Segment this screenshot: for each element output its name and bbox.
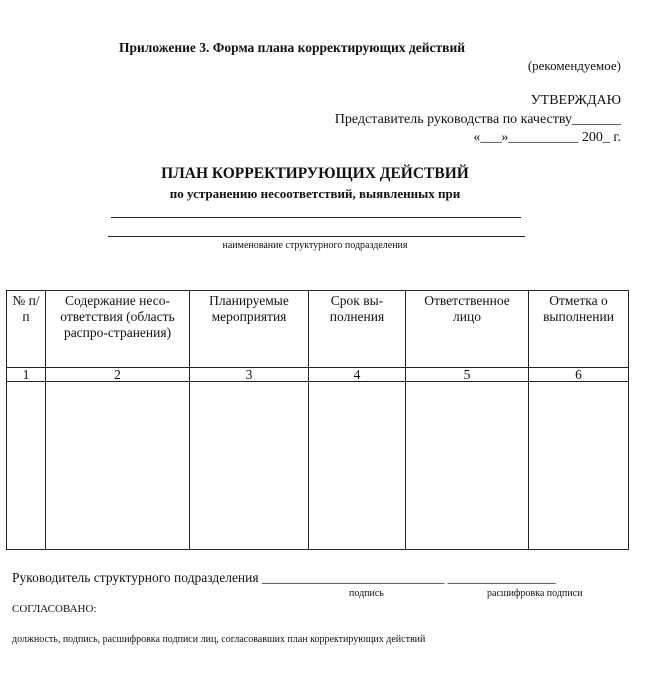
empty-cell <box>529 382 629 550</box>
column-number: 6 <box>529 368 629 382</box>
agreed-label: СОГЛАСОВАНО: <box>12 603 97 615</box>
approve-heading: УТВЕРЖДАЮ <box>530 93 621 108</box>
column-number: 3 <box>190 368 309 382</box>
header-cell-nonconformity: Содержание несо-ответствия (область распро-странения) <box>46 291 190 368</box>
plan-subtitle: по устранению несоответствий, выявленных при <box>169 186 461 201</box>
unit-name-caption: наименование структурного подразделения <box>222 240 408 251</box>
header-cell-responsible: Ответственное лицо <box>406 291 529 368</box>
header-cell-deadline: Срок вы-полнения <box>309 291 406 368</box>
plan-title: ПЛАН КОРРЕКТИРУЮЩИХ ДЕЙСТВИЙ <box>161 165 469 182</box>
header-cell-planned-actions: Планируемые мероприятия <box>190 291 309 368</box>
representative-line: Представитель руководства по качеству_______ <box>334 112 621 127</box>
signature-caption: подпись <box>349 588 384 599</box>
corrective-actions-table <box>6 290 629 550</box>
recommended-note: (рекомендуемое) <box>527 58 621 73</box>
empty-cell <box>190 382 309 550</box>
table-header-row <box>7 291 629 368</box>
appendix-title: Приложение 3. Форма плана корректирующих действий <box>119 40 465 55</box>
approval-date-line: «___»__________ 200_ г. <box>473 130 621 145</box>
table-number-row <box>7 368 629 382</box>
column-number: 2 <box>46 368 190 382</box>
empty-cell <box>46 382 190 550</box>
column-number: 4 <box>309 368 406 382</box>
audit-name-line <box>111 217 521 218</box>
header-cell-completion-mark: Отметка о выполнении <box>529 291 629 368</box>
empty-cell <box>7 382 46 550</box>
agreed-note: должность, подпись, расшифровка подписи лиц, согласовавших план корректирующих действий <box>12 634 426 645</box>
header-cell-number: № п/п <box>7 291 46 368</box>
unit-name-line <box>108 236 525 237</box>
column-number: 1 <box>7 368 46 382</box>
signature-decoding-caption: расшифровка подписи <box>487 588 583 599</box>
empty-cell <box>406 382 529 550</box>
unit-head-signature-line: Руководитель структурного подразделения ___________________________ ________________ <box>12 570 556 585</box>
column-number: 5 <box>406 368 529 382</box>
table-empty-row <box>7 382 629 550</box>
empty-cell <box>309 382 406 550</box>
